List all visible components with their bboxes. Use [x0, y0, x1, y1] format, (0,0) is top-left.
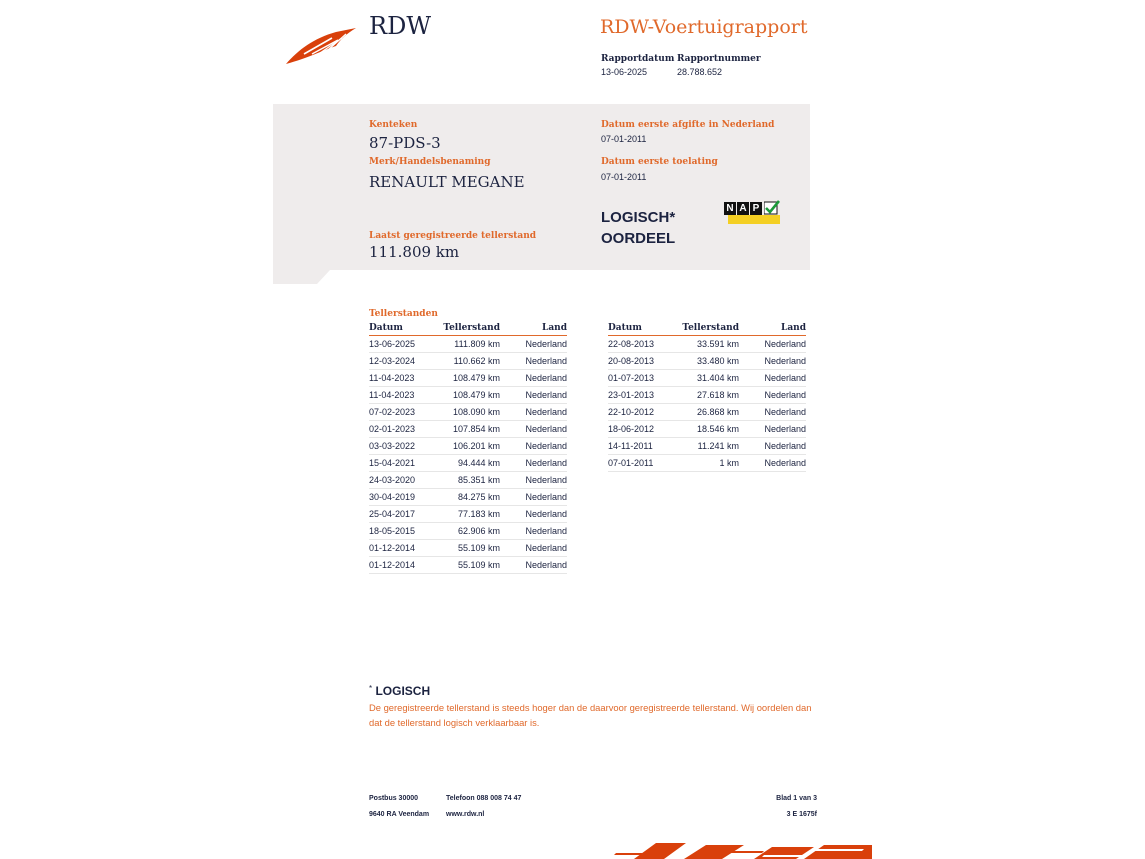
table-row — [369, 489, 567, 506]
reading-odometer: 94.444 km — [457, 458, 500, 468]
reading-date: 13-06-2025 — [369, 339, 416, 349]
reading-date: 18-06-2012 — [608, 424, 655, 434]
footnote-title-text: LOGISCH — [375, 684, 431, 698]
reading-country: Nederland — [525, 390, 567, 400]
nap-logo — [724, 202, 782, 224]
reading-date: 02-01-2023 — [369, 424, 416, 434]
reading-country: Nederland — [525, 339, 567, 349]
table-row — [608, 387, 806, 404]
table-row — [369, 370, 567, 387]
reading-date: 11-04-2023 — [369, 373, 415, 383]
table-header — [608, 321, 806, 336]
reading-date: 25-04-2017 — [369, 509, 416, 519]
table-row — [608, 404, 806, 421]
reading-date: 14-11-2011 — [608, 441, 653, 451]
table-row — [608, 353, 806, 370]
table-row — [369, 506, 567, 523]
reading-date: 01-12-2014 — [369, 560, 416, 570]
column-country: Land — [781, 323, 806, 333]
reading-country: Nederland — [525, 356, 567, 366]
checkmark-icon — [764, 200, 780, 215]
reading-odometer: 108.479 km — [452, 390, 500, 400]
table-row — [608, 370, 806, 387]
table-header — [369, 321, 567, 336]
reading-odometer: 11.241 km — [697, 441, 739, 451]
report-number: 28.788.652 — [677, 67, 723, 77]
reading-odometer: 31.404 km — [696, 373, 739, 383]
reading-country: Nederland — [764, 339, 806, 349]
brand-name: RDW — [369, 12, 431, 40]
readings-table-left — [369, 321, 567, 574]
first-admission-date: 07-01-2011 — [601, 172, 647, 182]
report-date-label: Rapportdatum — [601, 54, 675, 64]
reading-country: Nederland — [764, 458, 806, 468]
rdw-logo-icon — [284, 24, 358, 66]
reading-country: Nederland — [525, 475, 567, 485]
plate-label: Kenteken — [369, 120, 418, 130]
license-plate: 87-PDS-3 — [369, 134, 441, 152]
first-issue-label: Datum eerste afgifte in Nederland — [601, 120, 775, 130]
vehicle-summary-panel — [273, 104, 810, 284]
reading-odometer: 1 km — [719, 458, 739, 468]
reading-odometer: 110.662 km — [453, 356, 500, 366]
reading-country: Nederland — [525, 560, 567, 570]
first-issue-date: 07-01-2011 — [601, 134, 647, 144]
reading-odometer: 27.618 km — [696, 390, 739, 400]
verdict-line-1: LOGISCH* — [601, 209, 676, 226]
reading-country: Nederland — [525, 526, 567, 536]
table-row — [369, 404, 567, 421]
report-number-label: Rapportnummer — [677, 54, 761, 64]
first-admission-label: Datum eerste toelating — [601, 157, 718, 167]
report-date: 13-06-2025 — [601, 67, 648, 77]
reading-country: Nederland — [764, 373, 806, 383]
column-odometer: Tellerstand — [443, 323, 500, 333]
reading-country: Nederland — [525, 424, 567, 434]
reading-odometer: 55.109 km — [457, 543, 500, 553]
make-label: Merk/Handelsbenaming — [369, 157, 491, 167]
readings-section-title: Tellerstanden — [369, 309, 438, 319]
table-row — [608, 421, 806, 438]
reading-odometer: 33.480 km — [696, 356, 739, 366]
table-row — [369, 438, 567, 455]
footer-address-line2: 9640 RA Veendam — [369, 811, 430, 818]
reading-date: 01-12-2014 — [369, 543, 416, 553]
reading-country: Nederland — [764, 356, 806, 366]
nap-letter-a: A — [737, 202, 749, 215]
column-odometer: Tellerstand — [682, 323, 739, 333]
reading-country: Nederland — [525, 458, 567, 468]
column-date: Datum — [369, 323, 403, 333]
reading-odometer: 77.183 km — [457, 509, 500, 519]
reading-country: Nederland — [525, 543, 567, 553]
reading-odometer: 108.090 km — [452, 407, 500, 417]
footnote-star: * — [369, 684, 373, 693]
table-row — [369, 336, 567, 353]
reading-country: Nederland — [525, 373, 567, 383]
table-row — [608, 455, 806, 472]
table-row — [369, 472, 567, 489]
vehicle-make: RENAULT MEGANE — [369, 173, 525, 191]
reading-date: 07-02-2023 — [369, 407, 416, 417]
verdict-line-2: OORDEEL — [601, 230, 676, 247]
reading-date: 01-07-2013 — [608, 373, 655, 383]
reading-country: Nederland — [525, 509, 567, 519]
reading-odometer: 18.546 km — [696, 424, 739, 434]
reading-odometer: 62.906 km — [457, 526, 500, 536]
last-odometer-value: 111.809 km — [369, 243, 460, 261]
reading-date: 30-04-2019 — [369, 492, 416, 502]
table-row — [608, 336, 806, 353]
reading-date: 23-01-2013 — [608, 390, 655, 400]
reading-country: Nederland — [525, 441, 567, 451]
table-row — [369, 387, 567, 404]
reading-date: 24-03-2020 — [369, 475, 416, 485]
decorative-stripes-icon — [614, 843, 872, 859]
readings-table-right — [608, 321, 806, 472]
table-row — [369, 353, 567, 370]
reading-odometer: 85.351 km — [457, 475, 500, 485]
report-title: RDW-Voertuigrapport — [600, 16, 808, 38]
table-row — [369, 540, 567, 557]
reading-odometer: 107.854 km — [452, 424, 500, 434]
reading-date: 11-04-2023 — [369, 390, 415, 400]
reading-odometer: 108.479 km — [452, 373, 500, 383]
reading-country: Nederland — [764, 441, 806, 451]
footer-phone: Telefoon 088 008 74 47 — [446, 795, 522, 802]
reading-date: 22-10-2012 — [608, 407, 655, 417]
reading-odometer: 33.591 km — [696, 339, 739, 349]
reading-date: 20-08-2013 — [608, 356, 655, 366]
nap-yellow-bar — [728, 215, 780, 224]
column-date: Datum — [608, 323, 642, 333]
reading-country: Nederland — [764, 407, 806, 417]
nap-letter-p: P — [750, 202, 762, 215]
reading-odometer: 111.809 km — [454, 339, 500, 349]
reading-date: 22-08-2013 — [608, 339, 655, 349]
footer-address-line1: Postbus 30000 — [369, 795, 419, 802]
table-row — [608, 438, 806, 455]
table-row — [369, 455, 567, 472]
footer-document-code: 3 E 1675f — [786, 811, 817, 818]
footnote-title — [369, 684, 430, 698]
reading-odometer: 55.109 km — [457, 560, 500, 570]
footer-page-number: Blad 1 van 3 — [776, 795, 817, 802]
footnote-text: De geregistreerde tellerstand is steeds hoger dan de daarvoor geregistreerde tellerstand. Wij oordelen dan dat de tellerstand logisch verklaarbaar is. — [369, 702, 812, 728]
reading-date: 03-03-2022 — [369, 441, 416, 451]
reading-odometer: 106.201 km — [452, 441, 500, 451]
table-row — [369, 557, 567, 574]
table-row — [369, 523, 567, 540]
footer-website: www.rdw.nl — [446, 811, 485, 818]
reading-odometer: 84.275 km — [457, 492, 500, 502]
reading-odometer: 26.868 km — [696, 407, 739, 417]
table-row — [369, 421, 567, 438]
reading-country: Nederland — [525, 407, 567, 417]
nap-letter-n: N — [724, 202, 736, 215]
last-odometer-label: Laatst geregistreerde tellerstand — [369, 231, 537, 241]
reading-country: Nederland — [764, 424, 806, 434]
reading-country: Nederland — [525, 492, 567, 502]
reading-date: 07-01-2011 — [608, 458, 654, 468]
reading-date: 18-05-2015 — [369, 526, 416, 536]
reading-date: 12-03-2024 — [369, 356, 416, 366]
verdict — [601, 207, 675, 249]
column-country: Land — [542, 323, 567, 333]
reading-date: 15-04-2021 — [369, 458, 416, 468]
reading-country: Nederland — [764, 390, 806, 400]
